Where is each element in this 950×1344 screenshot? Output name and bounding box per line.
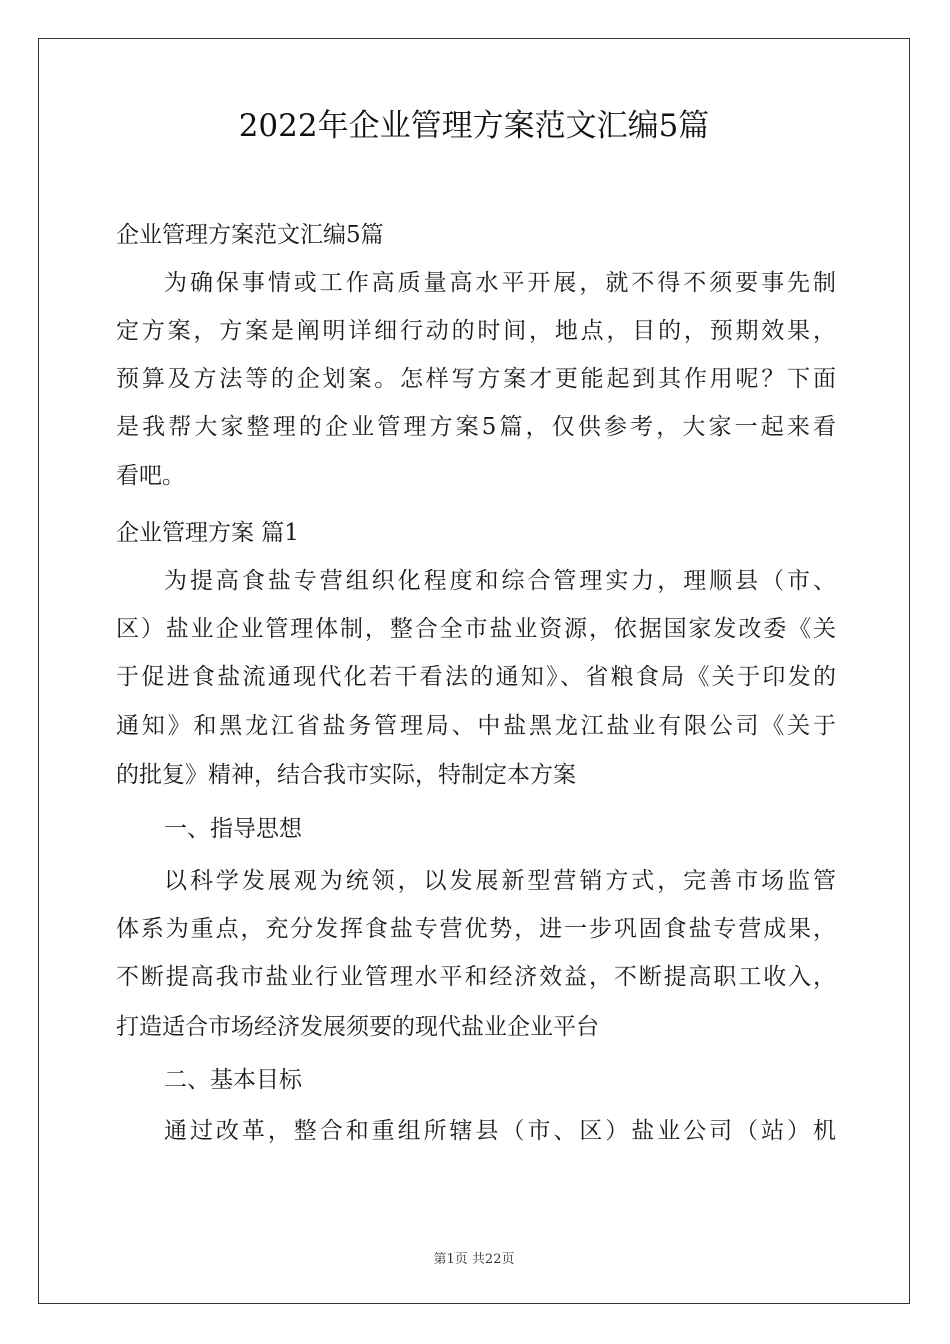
paragraph-line: 的批复》精神，结合我市实际，特制定本方案 bbox=[116, 762, 576, 788]
paragraph-line: 以科学发展观为统领，以发展新型营销方式，完善市场监管 bbox=[164, 868, 836, 894]
paragraph-line: 区）盐业企业管理体制，整合全市盐业资源，依据国家发改委《关 bbox=[116, 616, 836, 642]
paragraph-line: 不断提高我市盐业行业管理水平和经济效益，不断提高职工收入， bbox=[116, 964, 836, 990]
subsection-heading: 二、基本目标 bbox=[164, 1067, 302, 1093]
paragraph-line: 预算及方法等的企划案。怎样写方案才更能起到其作用呢？下面 bbox=[116, 366, 836, 392]
paragraph-line: 于促进食盐流通现代化若干看法的通知》、省粮食局《关于印发的 bbox=[116, 664, 836, 690]
section-heading: 企业管理方案 篇1 bbox=[116, 520, 299, 546]
paragraph-line: 体系为重点，充分发挥食盐专营优势，进一步巩固食盐专营成果， bbox=[116, 916, 836, 942]
paragraph-line: 看吧。 bbox=[116, 463, 185, 489]
paragraph-line: 打造适合市场经济发展须要的现代盐业企业平台 bbox=[116, 1014, 599, 1040]
document-title: 2022年企业管理方案范文汇编5篇 bbox=[238, 108, 710, 144]
paragraph-line: 通过改革，整合和重组所辖县（市、区）盐业公司（站）机 bbox=[164, 1118, 836, 1144]
paragraph-line: 是我帮大家整理的企业管理方案5篇，仅供参考，大家一起来看 bbox=[116, 414, 836, 440]
subsection-heading: 一、指导思想 bbox=[164, 816, 302, 842]
paragraph-line: 为提高食盐专营组织化程度和综合管理实力，理顺县（市、 bbox=[164, 568, 836, 594]
page-footer: 第1页 共22页 bbox=[433, 1252, 515, 1267]
paragraph-line: 定方案，方案是阐明详细行动的时间，地点，目的，预期效果， bbox=[116, 318, 836, 344]
paragraph-line: 为确保事情或工作高质量高水平开展，就不得不须要事先制 bbox=[164, 270, 836, 296]
subtitle-line: 企业管理方案范文汇编5篇 bbox=[116, 222, 384, 248]
paragraph-line: 通知》和黑龙江省盐务管理局、中盐黑龙江盐业有限公司《关于 bbox=[116, 713, 836, 739]
